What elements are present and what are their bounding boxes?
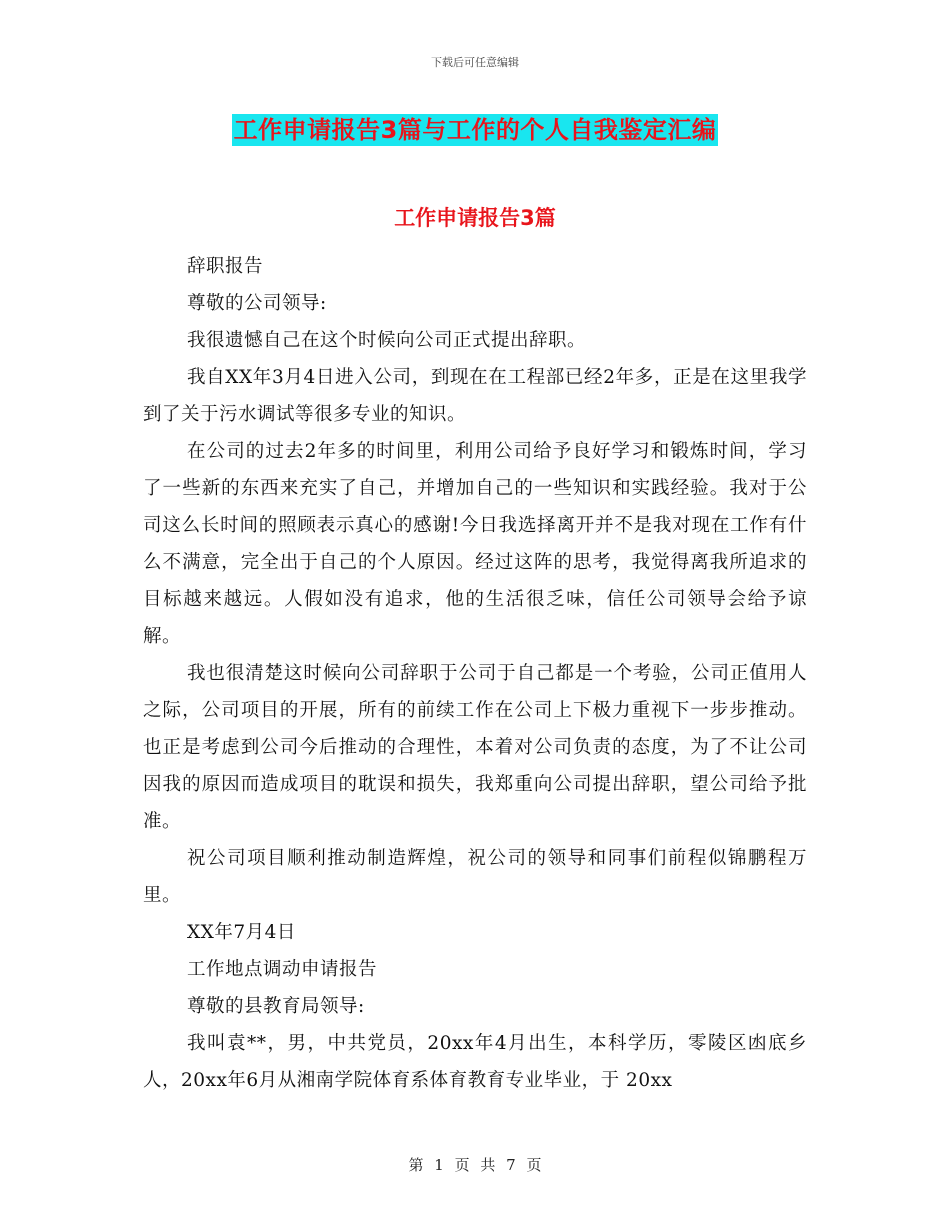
page-footer: 第 1 页 共 7 页 [408, 1156, 542, 1174]
main-title: 工作申请报告3篇与工作的个人自我鉴定汇编 [233, 116, 717, 144]
paragraph: 我也很清楚这时候向公司辞职于公司于自己都是一个考验，公司正值用人之际，公司项目的开展，所有的前续工作在公司上下极力重视下一步步推动。也正是考虑到公司今后推动的合理性，本着对公司负责的态度，为了不让公司因我的原因而造成项目的耽误和损失，我郑重向公司提出辞职，望公司给予批准。 [143, 663, 807, 832]
header-note: 下载后可任意编辑 [431, 56, 519, 69]
paragraph: 祝公司项目顺利推动制造辉煌，祝公司的领导和同事们前程似锦鹏程万里。 [143, 848, 807, 906]
paragraph: 我很遗憾自己在这个时候向公司正式提出辞职。 [187, 330, 587, 351]
paragraph: XX年7月4日 [187, 922, 296, 943]
paragraph: 在公司的过去2年多的时间里，利用公司给予良好学习和锻炼时间，学习了一些新的东西来充实了自己，并增加自己的一些知识和实践经验。我对于公司这么长时间的照顾表示真心的感谢!今日我选择离开并不是我对现在工作有什么不满意，完全出于自己的个人原因。经过这阵的思考，我觉得离我所追求的目标越来越远。人假如没有追求，他的生活很乏味，信任公司领导会给予谅解。 [143, 441, 807, 647]
document-body [143, 248, 807, 1099]
paragraph: 工作地点调动申请报告 [187, 959, 378, 980]
sub-title: 工作申请报告3篇 [394, 206, 556, 230]
paragraph: 尊敬的县教育局领导: [187, 996, 365, 1017]
paragraph: 辞职报告 [187, 256, 264, 277]
paragraph: 我自XX年3月4日进入公司，到现在在工程部已经2年多，正是在这里我学到了关于污水调试等很多专业的知识。 [143, 367, 807, 425]
paragraph: 我叫袁**，男，中共党员，20xx年4月出生，本科学历，零陵区凼底乡人，20xx年6月从湘南学院体育系体育教育专业毕业，于 20xx [143, 1033, 807, 1091]
paragraph: 尊敬的公司领导: [187, 293, 327, 314]
main-title-wrap [0, 114, 950, 146]
